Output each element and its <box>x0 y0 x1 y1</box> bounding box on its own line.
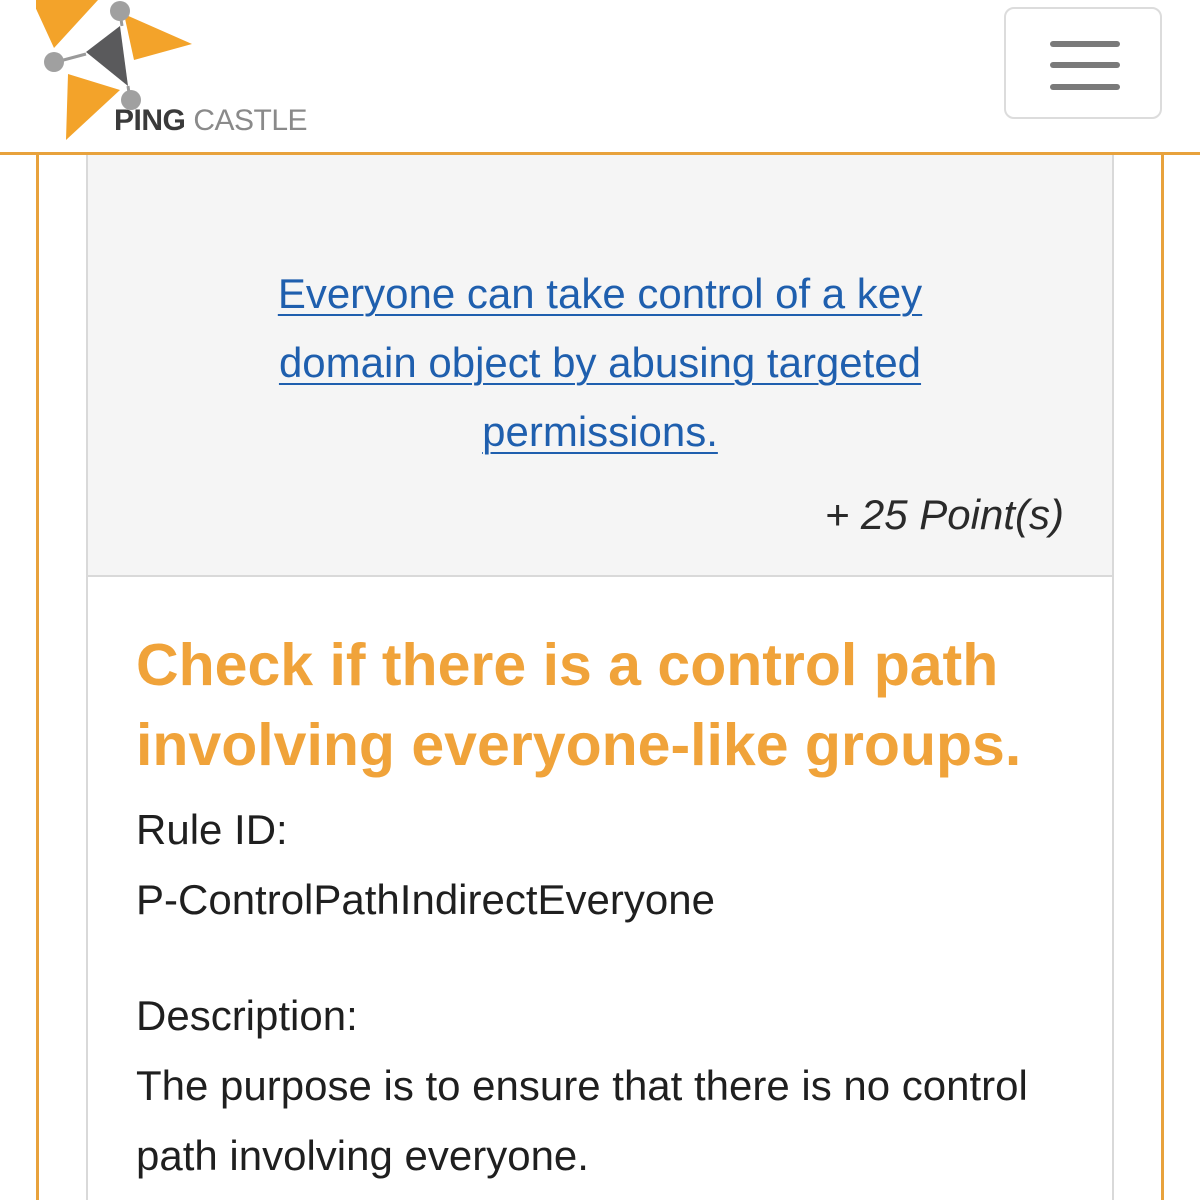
rule-card-body <box>136 625 1096 1191</box>
brand-name <box>114 104 307 138</box>
rule-id-label: Rule ID: <box>136 806 288 853</box>
risk-rule-link[interactable]: Everyone can take control of a key domain object by abusing targeted permissions. <box>277 270 923 455</box>
rule-id-value: P-ControlPathIndirectEveryone <box>136 876 715 923</box>
rule-card-header <box>88 155 1112 577</box>
hamburger-menu-icon <box>1050 41 1120 47</box>
rule-title: Check if there is a control path involving everyone-like groups. <box>136 632 1022 778</box>
rule-card <box>86 155 1114 1200</box>
hamburger-menu-icon-bar-3 <box>1050 84 1120 90</box>
risk-points: + 25 Point(s) <box>824 491 1064 538</box>
container-border-right <box>1161 152 1164 1200</box>
top-navbar <box>0 0 1200 155</box>
hamburger-menu-icon-bar-2 <box>1050 62 1120 68</box>
brand-logo[interactable] <box>36 0 316 150</box>
brand-name-light: CASTLE <box>193 104 308 137</box>
container-border-left <box>36 152 39 1200</box>
menu-toggle-button[interactable] <box>1004 7 1162 119</box>
description-value: The purpose is to ensure that there is no control path involving everyone. <box>136 1062 1028 1179</box>
description-label: Description: <box>136 992 358 1039</box>
brand-name-bold: PING <box>114 104 186 137</box>
